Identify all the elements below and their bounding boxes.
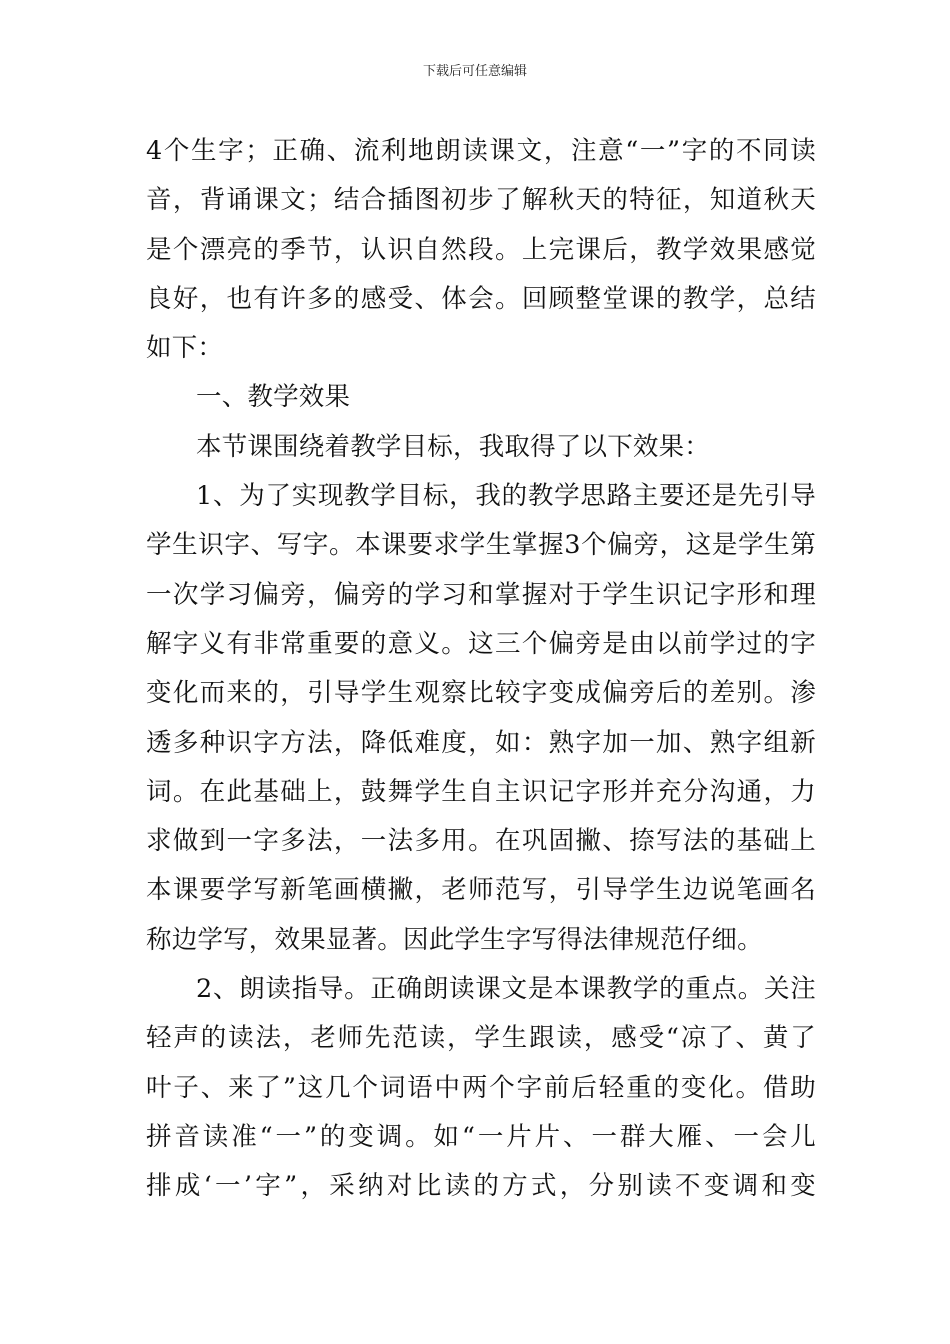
text-line: 4个生字；正确、流利地朗读课文，注意“一”字的不同读 <box>146 136 816 166</box>
text-line: 一次学习偏旁，偏旁的学习和掌握对于学生识记字形和理 <box>146 579 816 610</box>
paragraph-start: 1、为了实现教学目标，我的教学思路主要还是先引导 <box>196 481 816 512</box>
text-line: 学生识字、写字。本课要求学生掌握3个偏旁，这是学生第 <box>146 530 816 561</box>
text-line: 拼音读准“一”的变调。如“一片片、一群大雁、一会儿 <box>146 1121 816 1152</box>
text-line: 是个漂亮的季节，认识自然段。上完课后，教学效果感觉 <box>146 234 816 265</box>
text-line: 轻声的读法，老师先范读，学生跟读，感受“凉了、黄了 <box>146 1023 816 1054</box>
paragraph-start: 本节课围绕着教学目标，我取得了以下效果： <box>196 431 711 462</box>
text-line: 如下： <box>146 333 224 364</box>
text-line: 叶子、来了”这几个词语中两个字前后轻重的变化。借助 <box>146 1072 816 1103</box>
text-line: 本课要学写新笔画横撇，老师范写，引导学生边说笔画名 <box>146 875 816 906</box>
text-line: 变化而来的，引导学生观察比较字变成偏旁后的差别。渗 <box>146 678 816 709</box>
text-line: 透多种识字方法，降低难度，如：熟字加一加、熟字组新 <box>146 727 816 758</box>
text-line: 良好，也有许多的感受、体会。回顾整堂课的教学，总结 <box>146 283 816 314</box>
page-header: 下载后可任意编辑 <box>422 64 527 79</box>
paragraph-start: 2、朗读指导。正确朗读课文是本课教学的重点。关注 <box>196 974 816 1005</box>
text-line: 排成‘一’字”，采纳对比读的方式，分别读不变调和变 <box>146 1171 816 1202</box>
text-line: 解字义有非常重要的意义。这三个偏旁是由以前学过的字 <box>146 628 816 659</box>
text-line: 词。在此基础上，鼓舞学生自主识记字形并充分沟通，力 <box>146 776 816 807</box>
text-line: 称边学写，效果显著。因此学生字写得法律规范仔细。 <box>146 924 763 955</box>
section-heading: 一、教学效果 <box>196 382 351 413</box>
document-body <box>146 127 816 1212</box>
text-line: 求做到一字多法，一法多用。在巩固撇、捺写法的基础上 <box>146 826 816 857</box>
text-line: 音，背诵课文；结合插图初步了解秋天的特征，知道秋天 <box>146 185 816 216</box>
